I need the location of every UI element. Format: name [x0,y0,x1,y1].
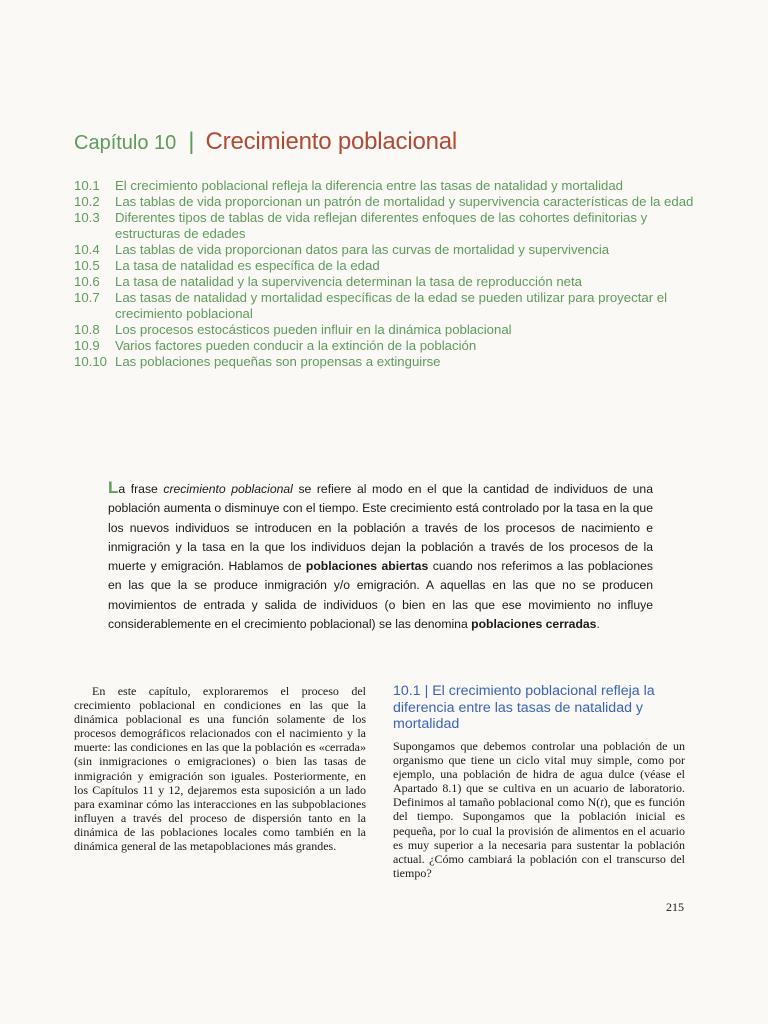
toc-number: 10.1 [74,178,100,193]
toc-number: 10.2 [74,194,100,209]
table-of-contents [74,178,694,370]
toc-item [74,210,694,242]
section-heading [393,683,689,733]
intro-text: a frase [118,482,164,496]
toc-item [74,258,694,274]
toc-item [74,290,694,322]
section-separator: | [424,683,429,699]
intro-term-bold: poblaciones cerradas [471,617,597,632]
toc-number: 10.9 [74,338,100,353]
toc-text: La tasa de natalidad y la supervivencia determinan la tasa de reproducción neta [115,274,582,289]
intro-text: se refiere al modo en el que la cantidad de individuos de una población aumenta o disminuye con el tiempo. Este crecimiento está controlado por la tasa en la que los nuevos individuos se introducen en la población a través de los procesos de nacimiento e inmigración y la tasa en la que los individuos dejan la población a través de los procesos de la muerte y emigración. Hablamos de [108,482,653,574]
variable-t: t [600,795,604,810]
chapter-label: Capítulo 10 [74,132,177,154]
right-column [393,739,685,880]
toc-number: 10.10 [74,354,108,369]
toc-number: 10.6 [74,274,100,289]
chapter-title: Crecimiento poblacional [205,128,458,155]
toc-item [74,242,694,258]
left-column [74,684,366,853]
intro-term-italic: crecimiento poblacional [163,482,293,496]
body-text: ), que es función del tiempo. Supongamos que la población inicial es pequeña, por lo cual la provisión de alimentos en el acuario es muy superior a la necesaria para sustentar la población actual. ¿Cómo cambiará la población con el transcurso del tiempo? [393,795,685,880]
toc-text: Las tablas de vida proporcionan un patrón de mortalidad y supervivencia características de la edad [115,194,694,209]
toc-number: 10.4 [74,242,100,257]
toc-text: Varios factores pueden conducir a la extinción de la población [115,338,477,353]
page-number: 215 [666,900,684,914]
section-title: El crecimiento poblacional refleja la diferencia entre las tasas de natalidad y mortalidad [393,683,655,732]
toc-item [74,338,694,354]
toc-text: La tasa de natalidad es específica de la edad [115,258,380,273]
body-text: Supongamos que debemos controlar una población de un organismo que tiene un ciclo vital muy simple, como por ejemplo, una población de hidra de agua dulce (véase el Apartado 8.1) que se cultiva en un acuario de laboratorio. Definimos al tamaño poblacional como N( [393,739,685,810]
intro-paragraph [108,478,653,634]
intro-text: cuando nos referimos a las poblaciones en las que la se produce inmigración y/o emigración. A aquellas en las que no se producen movimientos de entrada y salida de individuos (o bien en las que ese movimiento no influye considerablemente en el crecimiento poblacional) se las denomina [108,559,653,632]
chapter-header [74,128,457,156]
intro-text: . [596,617,600,632]
drop-cap: L [108,478,119,497]
body-paragraph: En este capítulo, exploraremos el proceso del crecimiento poblacional en condiciones en las que la dinámica poblacional es una función solamente de los procesos demográficos relacionados con el nacimiento y la muerte: las condiciones en las que la población es «cerrada» (sin inmigraciones o emigraciones) o bien las tasas de inmigración y emigración son iguales. Posteriormente, en los Capítulos 11 y 12, dejaremos esta suposición a un lado para examinar cómo las interacciones en las subpoblaciones influyen a través del proceso de dispersión tanto en la dinámica de las poblaciones locales como también en la dinámica general de las metapoblaciones más grandes. [74,684,366,854]
chapter-separator: | [188,128,195,155]
body-paragraph [393,739,685,880]
toc-number: 10.5 [74,258,100,273]
toc-text: El crecimiento poblacional refleja la diferencia entre las tasas de natalidad y mortalidad [115,178,624,193]
toc-text: Las poblaciones pequeñas son propensas a extinguirse [115,354,441,369]
toc-item [74,178,694,194]
toc-number: 10.7 [74,290,100,305]
toc-text: Las tablas de vida proporcionan datos para las curvas de mortalidad y supervivencia [115,242,610,257]
intro-term-bold: poblaciones abiertas [305,559,429,574]
toc-item [74,322,694,338]
toc-item [74,274,694,290]
section-number: 10.1 [393,683,421,699]
toc-item [74,354,694,370]
toc-number: 10.3 [74,210,100,225]
toc-text: Las tasas de natalidad y mortalidad específicas de la edad se pueden utilizar para proyectar el crecimiento poblacional [115,290,668,321]
toc-item [74,194,694,210]
toc-number: 10.8 [74,322,100,337]
toc-text: Los procesos estocásticos pueden influir en la dinámica poblacional [115,322,512,337]
toc-text: Diferentes tipos de tablas de vida reflejan diferentes enfoques de las cohortes definitorias y estructuras de edades [115,210,648,241]
